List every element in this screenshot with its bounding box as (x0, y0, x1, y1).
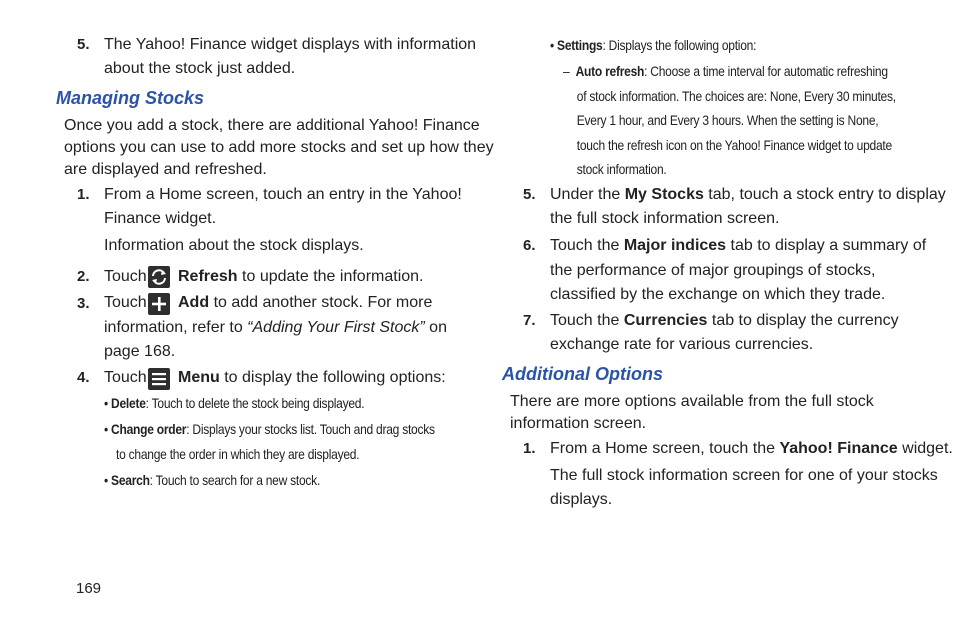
step-number: 2. (77, 268, 90, 285)
step-text: The Yahoo! Finance widget displays with information about the stock just added. (104, 36, 477, 77)
section-intro: Once you add a stock, there are additional Yahoo! Finance options you can use to add more stocks and set up how they are displayed and refreshed. (64, 117, 494, 178)
step-text: Menu to display the following options: (178, 369, 446, 386)
step-text: From a Home screen, touch the Yahoo! Finance widget. The full stock information screen for one of your stocks displays. (550, 440, 953, 508)
step-text: Refresh to update the information. (178, 268, 424, 285)
step-number: 1. (77, 186, 90, 203)
section-heading-additional-options: Additional Options (502, 364, 663, 384)
step-text: information, refer to “Adding Your First Stock” on page 168. (104, 319, 447, 360)
add-icon (148, 293, 170, 315)
step-number: 5. (77, 36, 90, 53)
step-number: 3. (77, 295, 90, 312)
step-number: 7. (523, 312, 536, 329)
page-number: 169 (76, 580, 102, 597)
section-intro: There are more options available from the full stock information screen. (510, 393, 874, 432)
bullet-item: • Delete: Touch to delete the stock being displayed. (104, 395, 365, 411)
step-number: 5. (523, 186, 536, 203)
step-text: Touch (104, 369, 147, 386)
step-number: 4. (77, 369, 90, 386)
step-text: Touch the Currencies tab to display the currency exchange rate for various currencies. (550, 312, 899, 353)
step-number: 6. (523, 237, 536, 254)
bullet-item: • Settings: Displays the following option: (550, 37, 757, 53)
step-text: Touch the Major indices tab to display a summary of the performance of major groupings of stocks, classified by the exchange on which they trade. (550, 237, 927, 303)
step-text: Touch (104, 294, 147, 311)
refresh-icon (148, 266, 170, 288)
sub-option: – Auto refresh: Choose a time interval for automatic refreshing of stock information. The choices are: None, Every 30 minutes, Every 1 hour, and Every 3 hours. When the setting is None, touch the refresh icon on the Yahoo! Finance widget to update stock information. (563, 63, 896, 177)
bullet-item: • Search: Touch to search for a new stock. (104, 472, 321, 488)
cross-reference: “Adding Your First Stock” (247, 319, 425, 336)
bullet-item: • Change order: Displays your stocks list. Touch and drag stocks to change the order in which they are displayed. (104, 421, 435, 462)
step-number: 1. (523, 440, 536, 457)
menu-icon (148, 368, 170, 390)
step-text: Add to add another stock. For more (178, 294, 433, 311)
step-text: Under the My Stocks tab, touch a stock entry to display the full stock information screen. (550, 186, 946, 227)
section-heading-managing-stocks: Managing Stocks (56, 88, 205, 108)
step-text: Touch (104, 268, 147, 285)
step-text: From a Home screen, touch an entry in the Yahoo! Finance widget. Information about the stock displays. (104, 186, 462, 254)
